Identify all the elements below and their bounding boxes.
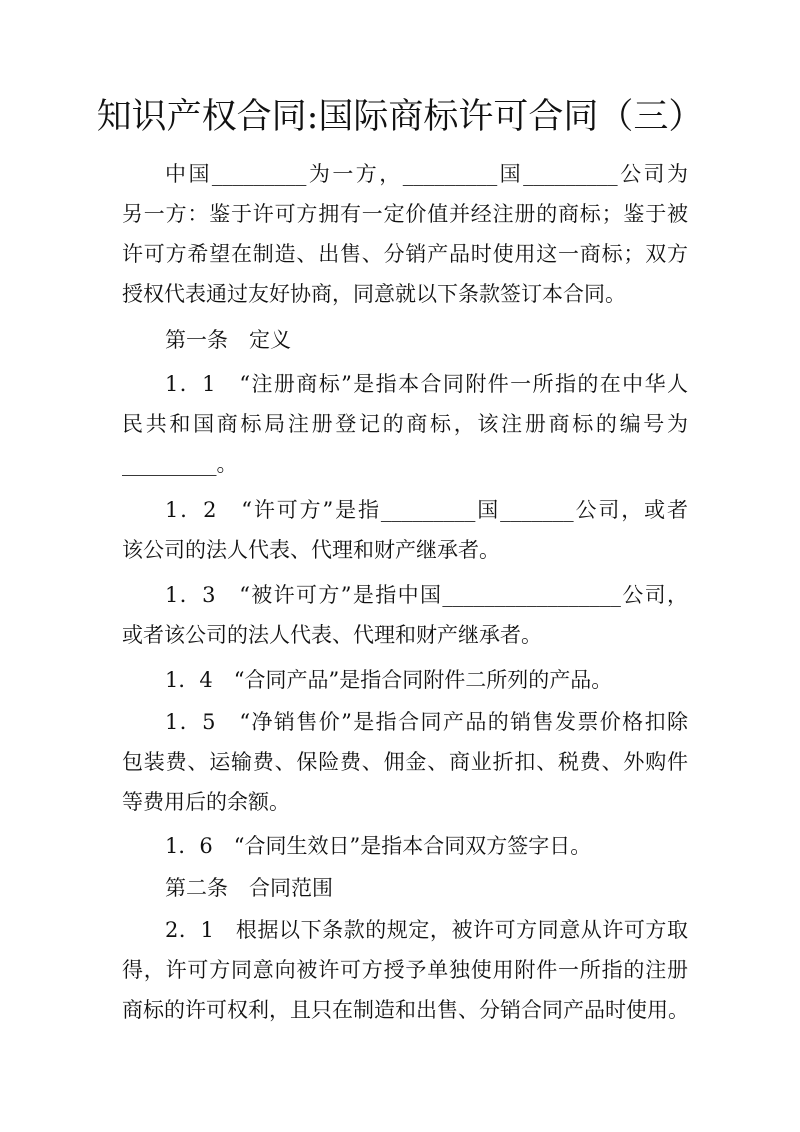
text-line: 民共和国商标局注册登记的商标，该注册商标的编号为 [122,412,688,436]
clause-2-1 [122,910,688,1030]
text-line: 该公司的法人代表、代理和财产继承者。 [122,538,500,562]
text-line: 商标的许可权利，且只在制造和出售、分销合同产品时使用。 [122,998,689,1022]
text-line: 1．3 “被许可方”是指中国_________________公司， [165,583,688,607]
text-line: 2．1 根据以下条款的规定，被许可方同意从许可方取 [165,918,688,942]
heading-text: 第二条 合同范围 [165,876,333,900]
text-line: 1．2 “许可方”是指_________国_______公司，或者 [165,498,688,522]
clause-1-6 [122,826,688,866]
clause-1-2 [122,490,688,570]
clause-1-5 [122,702,688,822]
document-title: 知识产权合同:国际商标许可合同（三） [96,97,704,137]
heading-text: 第一条 定义 [165,328,291,352]
text-line: 1．1 “注册商标”是指本合同附件一所指的在中华人 [165,372,688,396]
text-line: 中国_________为一方，_________国_________公司为 [165,162,688,186]
text-line: 1．6 “合同生效日”是指本合同双方签字日。 [165,834,592,858]
text-line: 1．5 “净销售价”是指合同产品的销售发票价格扣除 [165,710,688,734]
article-2-heading [122,868,688,908]
clause-1-1 [122,364,688,484]
article-1-heading [122,320,688,360]
text-line: 授权代表通过友好协商，同意就以下条款签订本合同。 [122,282,626,306]
text-line: 许可方希望在制造、出售、分销产品时使用这一商标；双方 [122,242,688,266]
clause-1-3 [122,575,688,655]
clause-1-4 [122,660,688,700]
text-line: _________。 [122,452,238,476]
text-line: 1．4 “合同产品”是指合同附件二所列的产品。 [165,668,613,692]
text-line: 得，许可方同意向被许可方授予单独使用附件一所指的注册 [122,958,688,982]
text-line: 包装费、运输费、保险费、佣金、商业折扣、税费、外购件 [122,750,688,774]
text-line: 另一方：鉴于许可方拥有一定价值并经注册的商标；鉴于被 [122,202,688,226]
text-line: 或者该公司的法人代表、代理和财产继承者。 [122,623,542,647]
text-line: 等费用后的余额。 [122,790,290,814]
preamble-paragraph [122,154,688,314]
